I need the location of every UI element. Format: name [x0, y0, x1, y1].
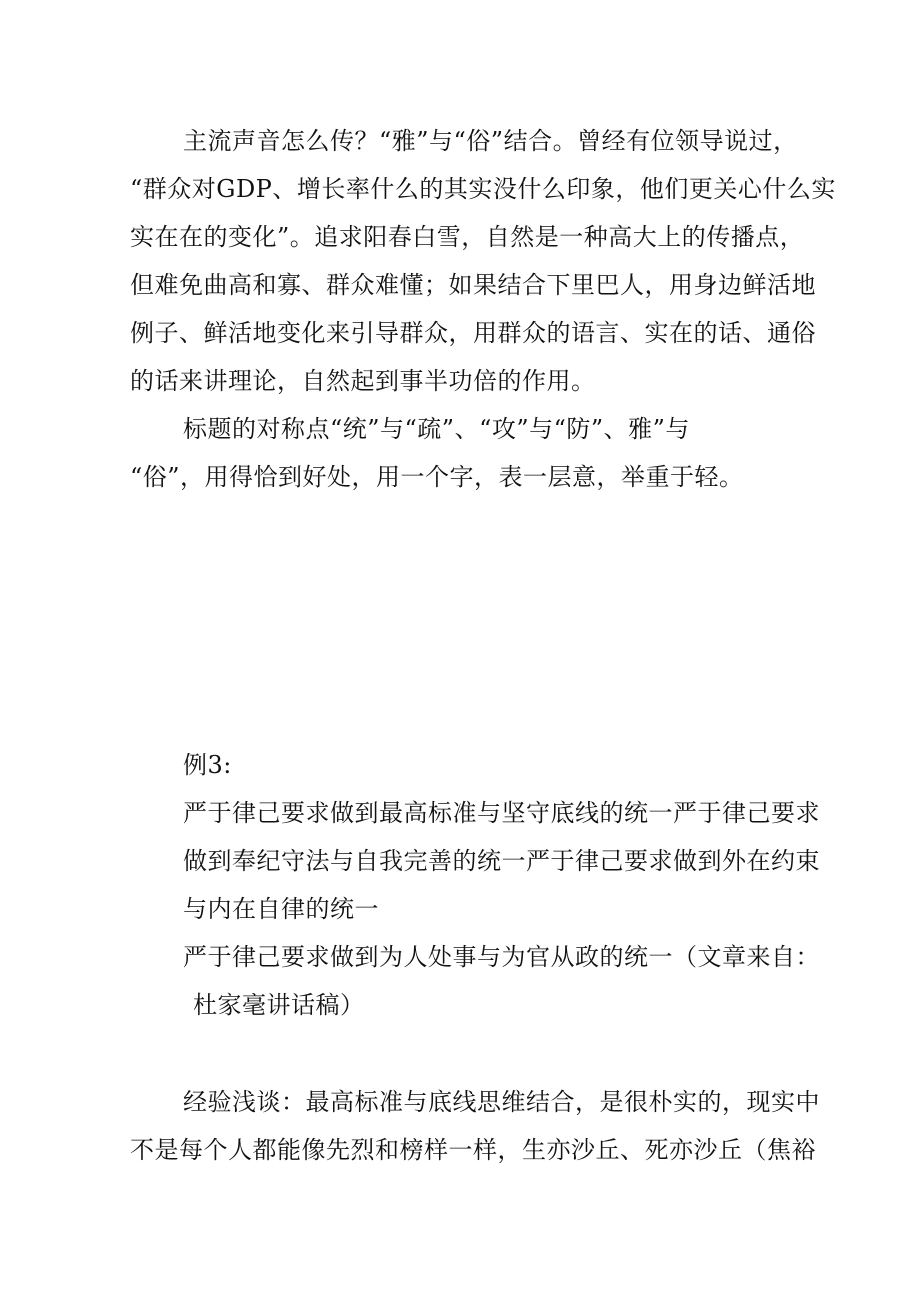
- paragraph-1-line-4: 但难免曲高和寡、群众难懂；如果结合下里巴人，用身边鲜活地: [130, 271, 816, 299]
- paragraph-1-line-2: “群众对GDP、增长率什么的其实没什么印象，他们更关心什么实: [130, 175, 836, 203]
- paragraph-1-line-3: 实在在的变化”。追求阳春白雪，自然是一种高大上的传播点，: [130, 223, 805, 251]
- paragraph-2-line-2: “俗”，用得恰到好处，用一个字，表一层意，举重于轻。: [130, 463, 744, 491]
- paragraph-3-line-2: 不是每个人都能像先烈和榜样一样，生亦沙丘、死亦沙丘（焦裕: [130, 1136, 816, 1164]
- paragraph-1-line-5: 例子、鲜活地变化来引导群众，用群众的语言、实在的话、通俗: [130, 319, 816, 347]
- example-line-3: 与内在自律的统一: [183, 895, 379, 923]
- example-line-2: 做到奉纪守法与自我完善的统一严于律己要求做到外在约束: [183, 847, 820, 875]
- example-line-1: 严于律己要求做到最高标准与坚守底线的统一严于律己要求: [183, 799, 820, 827]
- paragraph-1-line-1: 主流声音怎么传？“雅”与“俗”结合。曾经有位领导说过，: [183, 127, 798, 155]
- example-heading: 例3:: [183, 751, 232, 779]
- example-line-4: 严于律己要求做到为人处事与为官从政的统一（文章来自：: [183, 943, 820, 971]
- paragraph-3-line-1: 经验浅谈：最高标准与底线思维结合，是很朴实的，现实中: [183, 1088, 820, 1116]
- paragraph-1-line-6: 的话来讲理论，自然起到事半功倍的作用。: [130, 367, 596, 395]
- paragraph-2-line-1: 标题的对称点“统”与“疏”、“攻”与“防”、雅”与: [183, 415, 690, 443]
- example-line-5: 杜家毫讲话稿）: [193, 991, 365, 1019]
